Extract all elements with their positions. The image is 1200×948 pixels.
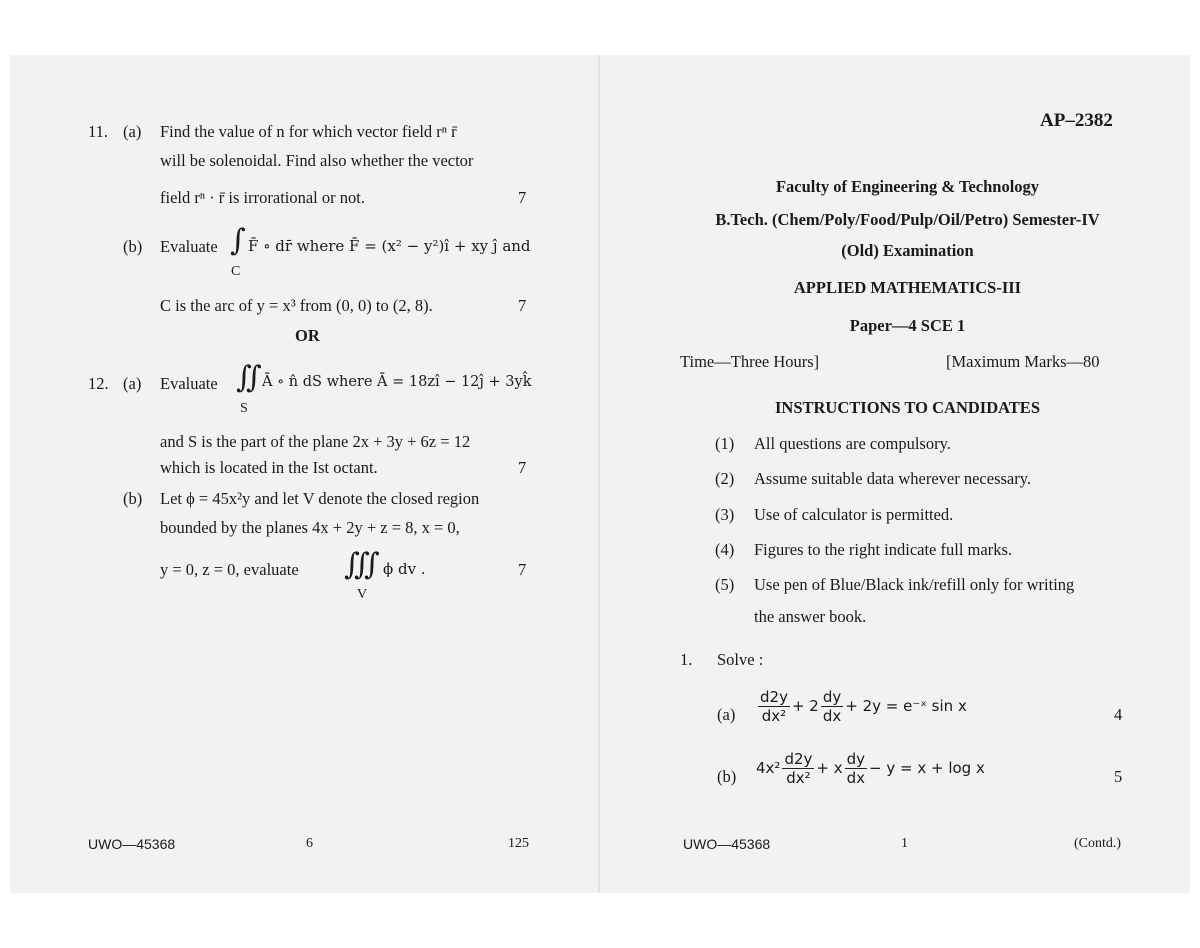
left-footer-count: 125 — [508, 836, 529, 851]
q12b-line3: y = 0, z = 0, evaluate — [160, 560, 299, 579]
paper-code: AP–2382 — [1040, 110, 1113, 131]
instructions-title: INSTRUCTIONS TO CANDIDATES — [775, 398, 1040, 417]
q12b-marks: 7 — [518, 560, 527, 579]
q12a-line2: and S is the part of the plane 2x + 3y + 6z = 12 — [160, 432, 471, 451]
q12b-integrand: ϕ dv . — [383, 560, 426, 578]
q12-number: 12. — [88, 374, 109, 393]
q11b-label: (b) — [123, 237, 143, 256]
q11b-marks: 7 — [518, 296, 527, 315]
equation-term: + 2y = e⁻ˣ sin x — [845, 697, 967, 715]
numerator: d2y — [784, 750, 813, 768]
equation-term: 4x² — [756, 759, 781, 777]
q1a-marks: 4 — [1114, 705, 1123, 724]
equation-term: + x — [816, 759, 843, 777]
q1-number: 1. — [680, 650, 693, 669]
or-divider: OR — [295, 326, 320, 345]
q1b-label: (b) — [717, 767, 737, 786]
q1a-equation — [756, 688, 967, 725]
q11a-marks: 7 — [518, 188, 527, 207]
right-footer-code: UWO—45368 — [683, 836, 771, 852]
instruction-text: Use pen of Blue/Black ink/refill only for writing — [754, 575, 1075, 594]
fraction — [845, 750, 867, 787]
q11b-evaluate: Evaluate — [160, 237, 218, 256]
q11b-contour-label: C — [231, 264, 241, 279]
numerator: dy — [846, 750, 866, 768]
q12a-line3: which is located in the Ist octant. — [160, 458, 378, 477]
volume-integral-icon: ∭ — [344, 547, 380, 582]
instruction-text: Use of calculator is permitted. — [754, 505, 954, 524]
q12a-integrand: Ā ∘ n̂ dS where Ā = 18zî − 12ĵ + 3yk̂ — [262, 374, 532, 390]
instruction-num: (4) — [715, 540, 735, 559]
contd-label: (Contd.) — [1074, 836, 1122, 851]
exam-heading: (Old) Examination — [841, 241, 974, 260]
course-heading: B.Tech. (Chem/Poly/Food/Pulp/Oil/Petro) Semester-IV — [715, 210, 1100, 229]
instruction-num: (1) — [715, 434, 735, 453]
surface-integral-icon: ∬ — [236, 360, 262, 395]
left-footer-code: UWO—45368 — [88, 836, 176, 852]
paper-heading: Paper—4 SCE 1 — [849, 316, 966, 335]
q1-label: Solve : — [717, 650, 764, 669]
q11-number: 11. — [88, 122, 109, 141]
maximum-marks: [Maximum Marks—80 — [946, 352, 1100, 371]
instruction-num: (3) — [715, 505, 735, 524]
left-footer-page: 6 — [306, 836, 313, 851]
equation-term: − y = x + log x — [869, 759, 985, 777]
q11a-label: (a) — [123, 122, 142, 141]
instruction-5-continued: the answer book. — [754, 607, 867, 626]
instruction-text: Assume suitable data wherever necessary. — [754, 469, 1032, 488]
q11a-line2: will be solenoidal. Find also whether the vector — [160, 151, 474, 170]
numerator: dy — [822, 688, 842, 706]
instruction-text: All questions are compulsory. — [754, 434, 951, 453]
q12a-evaluate: Evaluate — [160, 374, 218, 393]
instruction-num: (2) — [715, 469, 735, 488]
q1b-marks: 5 — [1114, 767, 1123, 786]
denominator: dx — [822, 707, 842, 725]
subject-heading: APPLIED MATHEMATICS-III — [793, 278, 1022, 297]
instruction-text: Figures to the right indicate full marks. — [754, 540, 1012, 559]
q11b-line2: C is the arc of y = x³ from (0, 0) to (2, 8). — [160, 296, 433, 315]
q12a-marks: 7 — [518, 458, 527, 477]
denominator: dx — [846, 769, 866, 787]
q12b-line1: Let ϕ = 45x²y and let V denote the closed region — [160, 489, 480, 508]
equation-term: + 2 — [791, 697, 819, 715]
q12b-line2: bounded by the planes 4x + 2y + z = 8, x = 0, — [160, 518, 460, 537]
q1b-equation — [756, 750, 985, 787]
fraction — [782, 750, 814, 787]
denominator: dx² — [761, 707, 787, 725]
denominator: dx² — [786, 769, 811, 787]
q11a-line3: field rⁿ · r̄ is irrorational or not. — [160, 188, 365, 207]
instruction-num: (5) — [715, 575, 735, 594]
q12b-label: (b) — [123, 489, 143, 508]
faculty-heading: Faculty of Engineering & Technology — [775, 177, 1040, 196]
q11a-line1: Find the value of n for which vector field rⁿ r̄ — [160, 122, 457, 141]
fraction — [758, 688, 790, 725]
numerator: d2y — [760, 688, 788, 706]
q1a-label: (a) — [717, 705, 736, 724]
q12a-surface-label: S — [240, 401, 248, 416]
q11b-integrand: F̄ ∘ dr̄ where F̄ = (x² − y²)î + xy ĵ and — [248, 237, 531, 255]
right-footer-page: 1 — [901, 836, 908, 851]
q12b-volume-label: V — [357, 587, 368, 602]
time-allowed: Time—Three Hours] — [680, 352, 820, 371]
page-fold-line — [598, 55, 600, 893]
fraction — [821, 688, 843, 725]
q12a-label: (a) — [123, 374, 142, 393]
line-integral-icon: ∫ — [230, 223, 246, 258]
